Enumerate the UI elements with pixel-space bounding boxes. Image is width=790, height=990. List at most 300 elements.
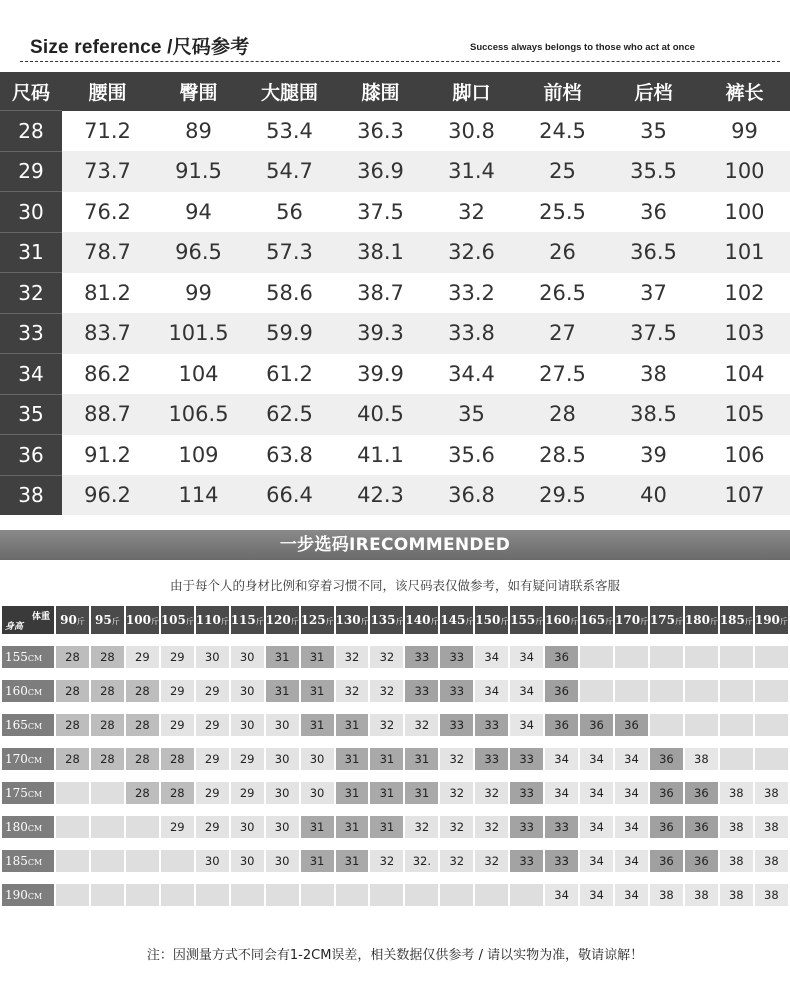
recommended-size-cell: 33 (475, 714, 508, 736)
height-label-cell (2, 816, 54, 838)
empty-cell (755, 714, 788, 736)
size-value-cell: 100 (699, 151, 790, 192)
size-value-cell: 76.2 (62, 192, 153, 233)
weight-unit: 斤 (500, 617, 509, 626)
recommended-size-cell: 30 (196, 850, 229, 872)
recommended-size-cell: 33 (545, 816, 578, 838)
size-value-cell: 99 (699, 111, 790, 152)
recommended-size-cell: 33 (475, 748, 508, 770)
size-value-cell: 99 (153, 273, 244, 314)
column-header-waist: 腰围 (62, 72, 153, 111)
size-label-cell: 36 (0, 435, 62, 476)
weight-header-cell (440, 606, 473, 634)
size-value-cell: 36.5 (608, 232, 699, 273)
recommended-size-cell: 38 (755, 884, 788, 906)
recommended-size-cell: 28 (56, 680, 89, 702)
size-value-cell: 73.7 (62, 151, 153, 192)
recommended-size-cell: 34 (615, 816, 648, 838)
empty-cell (650, 646, 683, 668)
size-value-cell: 24.5 (517, 111, 608, 152)
recommend-grid (0, 606, 790, 906)
empty-cell (440, 884, 473, 906)
empty-cell (56, 850, 89, 872)
empty-cell (126, 816, 159, 838)
recommended-size-cell: 36 (545, 714, 578, 736)
empty-cell (231, 884, 264, 906)
weight-header-cell (266, 606, 299, 634)
empty-cell (91, 816, 124, 838)
size-value-cell: 39.9 (335, 354, 426, 395)
size-value-cell: 109 (153, 435, 244, 476)
recommended-size-cell: 31 (336, 850, 369, 872)
size-chart-header-row (0, 72, 790, 111)
size-label-cell: 29 (0, 151, 62, 192)
size-label-cell: 31 (0, 232, 62, 273)
recommended-size-cell: 31 (301, 850, 334, 872)
row-spacer-cell (2, 736, 788, 748)
recommended-size-cell: 34 (580, 884, 613, 906)
recommended-size-cell: 28 (56, 714, 89, 736)
height-label-cell (2, 646, 54, 668)
size-value-cell: 34.4 (426, 354, 517, 395)
recommended-size-cell: 32 (336, 646, 369, 668)
recommended-size-cell: 31 (370, 816, 403, 838)
weight-header-cell (405, 606, 438, 634)
weight-value: 145 (440, 613, 466, 627)
size-chart-row (0, 313, 790, 354)
size-value-cell: 40 (608, 475, 699, 515)
recommended-size-cell: 36 (685, 816, 718, 838)
recommended-size-cell: 29 (161, 714, 194, 736)
recommended-size-cell: 28 (126, 748, 159, 770)
weight-unit: 斤 (325, 617, 334, 626)
row-spacer (2, 804, 788, 816)
weight-unit: 斤 (290, 617, 299, 626)
weight-unit: 斤 (675, 617, 683, 626)
row-spacer-cell (2, 634, 788, 646)
recommended-size-cell: 32 (475, 850, 508, 872)
recommended-size-cell: 30 (196, 646, 229, 668)
weight-header-cell (196, 606, 229, 634)
recommended-size-cell: 30 (231, 714, 264, 736)
weight-value: 135 (370, 613, 396, 627)
recommended-size-cell: 34 (545, 884, 578, 906)
recommended-size-cell: 29 (161, 646, 194, 668)
header-slogan: Success always belongs to those who act at once (470, 42, 695, 53)
size-value-cell: 96.2 (62, 475, 153, 515)
weight-value: 160 (545, 613, 571, 627)
recommended-size-cell: 34 (475, 646, 508, 668)
recommended-size-cell: 28 (56, 646, 89, 668)
recommended-size-cell: 34 (475, 680, 508, 702)
recommended-size-cell: 32. (405, 850, 438, 872)
empty-cell (580, 680, 613, 702)
empty-cell (755, 680, 788, 702)
empty-cell (56, 884, 89, 906)
column-header-hip: 臀围 (153, 72, 244, 111)
height-row (2, 850, 788, 872)
recommended-size-cell: 30 (231, 816, 264, 838)
weight-header-cell (56, 606, 89, 634)
recommended-size-cell: 32 (405, 714, 438, 736)
size-value-cell: 88.7 (62, 394, 153, 435)
size-value-cell: 83.7 (62, 313, 153, 354)
recommended-size-cell: 28 (91, 646, 124, 668)
recommended-size-cell: 32 (370, 646, 403, 668)
recommended-size-cell: 32 (440, 850, 473, 872)
recommended-size-cell: 36 (580, 714, 613, 736)
size-value-cell: 38.5 (608, 394, 699, 435)
recommended-size-cell: 28 (161, 748, 194, 770)
size-value-cell: 38 (608, 354, 699, 395)
empty-cell (510, 884, 543, 906)
recommended-size-cell: 31 (370, 748, 403, 770)
size-value-cell: 66.4 (244, 475, 335, 515)
weight-unit: 斤 (76, 617, 85, 626)
recommended-size-cell: 36 (545, 646, 578, 668)
recommended-size-cell: 36 (545, 680, 578, 702)
height-value: 180 (5, 820, 28, 834)
height-unit: CM (27, 756, 43, 765)
size-value-cell: 26 (517, 232, 608, 273)
recommended-size-cell: 29 (196, 714, 229, 736)
height-row (2, 816, 788, 838)
recommended-size-cell: 33 (405, 646, 438, 668)
recommended-size-cell: 34 (615, 884, 648, 906)
recommended-size-cell: 32 (370, 850, 403, 872)
size-value-cell: 101.5 (153, 313, 244, 354)
weight-value: 185 (719, 613, 745, 627)
weight-value: 120 (265, 613, 291, 627)
size-value-cell: 36.3 (335, 111, 426, 152)
weight-header-cell (336, 606, 369, 634)
weight-unit: 斤 (430, 617, 439, 626)
row-spacer-cell (2, 668, 788, 680)
recommended-size-cell: 32 (405, 816, 438, 838)
weight-header-cell (685, 606, 718, 634)
size-label-cell: 30 (0, 192, 62, 233)
weight-value: 105 (160, 613, 186, 627)
size-value-cell: 57.3 (244, 232, 335, 273)
size-value-cell: 35 (426, 394, 517, 435)
size-value-cell: 29.5 (517, 475, 608, 515)
weight-unit: 斤 (570, 617, 579, 626)
size-value-cell: 56 (244, 192, 335, 233)
height-row (2, 646, 788, 668)
weight-value: 100 (125, 613, 151, 627)
recommended-size-cell: 31 (301, 714, 334, 736)
recommended-size-cell: 28 (91, 748, 124, 770)
recommended-size-cell: 34 (510, 680, 543, 702)
recommended-size-cell: 34 (580, 850, 613, 872)
recommended-size-cell: 31 (336, 782, 369, 804)
height-unit: CM (27, 688, 43, 697)
size-value-cell: 105 (699, 394, 790, 435)
recommended-size-cell: 36 (650, 816, 683, 838)
weight-unit: 斤 (395, 617, 404, 626)
size-value-cell: 38.1 (335, 232, 426, 273)
empty-cell (580, 646, 613, 668)
weight-header-cell (91, 606, 124, 634)
recommended-size-cell: 30 (266, 748, 299, 770)
weight-value: 115 (230, 613, 256, 627)
empty-cell (161, 850, 194, 872)
empty-cell (405, 884, 438, 906)
recommended-size-cell: 29 (196, 816, 229, 838)
empty-cell (56, 782, 89, 804)
height-label-cell (2, 748, 54, 770)
height-value: 160 (5, 684, 28, 698)
weight-header-cell (755, 606, 788, 634)
recommended-size-cell: 32 (440, 816, 473, 838)
weight-unit: 斤 (150, 617, 159, 626)
size-value-cell: 33.8 (426, 313, 517, 354)
size-value-cell: 78.7 (62, 232, 153, 273)
recommended-size-cell: 36 (650, 850, 683, 872)
size-value-cell: 106 (699, 435, 790, 476)
row-spacer-cell (2, 770, 788, 782)
column-header-length: 裤长 (699, 72, 790, 111)
weight-value: 150 (475, 613, 501, 627)
recommended-size-cell: 33 (510, 782, 543, 804)
recommended-size-cell: 33 (510, 816, 543, 838)
size-value-cell: 37 (608, 273, 699, 314)
height-value: 175 (5, 786, 28, 800)
recommended-size-cell: 36 (615, 714, 648, 736)
corner-height-label: 身高 (5, 622, 24, 632)
recommended-size-cell: 33 (510, 748, 543, 770)
height-unit: CM (27, 892, 43, 901)
recommended-size-cell: 29 (161, 680, 194, 702)
size-value-cell: 25.5 (517, 192, 608, 233)
weight-value: 190 (754, 613, 780, 627)
weight-unit: 斤 (255, 617, 264, 626)
empty-cell (650, 714, 683, 736)
size-value-cell: 39 (608, 435, 699, 476)
recommended-size-cell: 32 (370, 680, 403, 702)
recommended-size-cell: 34 (615, 850, 648, 872)
height-label-cell (2, 714, 54, 736)
recommended-size-cell: 33 (440, 646, 473, 668)
size-chart-row (0, 394, 790, 435)
weight-header-cell (475, 606, 508, 634)
column-header-knee: 膝围 (335, 72, 426, 111)
size-chart-row (0, 273, 790, 314)
size-chart-row (0, 475, 790, 515)
recommended-size-cell: 33 (440, 680, 473, 702)
weight-unit: 斤 (779, 617, 788, 626)
size-label-cell: 38 (0, 475, 62, 515)
size-value-cell: 37.5 (335, 192, 426, 233)
weight-unit: 斤 (185, 617, 194, 626)
size-label-cell: 32 (0, 273, 62, 314)
recommended-size-cell: 36 (685, 782, 718, 804)
recommended-size-cell: 28 (91, 680, 124, 702)
footnote: 注：因测量方式不同会有1-2CM误差，相关数据仅供参考 / 请以实物为准，敬请谅解！ (146, 948, 644, 963)
recommended-size-cell: 38 (685, 884, 718, 906)
recommended-size-cell: 38 (755, 850, 788, 872)
recommended-size-cell: 36 (650, 782, 683, 804)
weight-header-cell (650, 606, 683, 634)
recommended-size-cell: 31 (405, 748, 438, 770)
empty-cell (685, 646, 718, 668)
row-spacer (2, 702, 788, 714)
size-value-cell: 35.6 (426, 435, 517, 476)
size-value-cell: 102 (699, 273, 790, 314)
recommended-size-cell: 30 (231, 680, 264, 702)
size-value-cell: 39.3 (335, 313, 426, 354)
weight-header-cell (231, 606, 264, 634)
recommended-size-cell: 34 (580, 748, 613, 770)
height-label-cell (2, 680, 54, 702)
weight-value: 170 (615, 613, 641, 627)
recommended-size-cell: 31 (336, 816, 369, 838)
weight-header-cell (510, 606, 543, 634)
size-value-cell: 38.7 (335, 273, 426, 314)
weight-unit: 斤 (744, 617, 753, 626)
recommended-size-cell: 30 (266, 816, 299, 838)
recommended-size-cell: 29 (126, 646, 159, 668)
recommended-size-cell: 28 (91, 714, 124, 736)
height-value: 155 (5, 650, 28, 664)
size-value-cell: 61.2 (244, 354, 335, 395)
size-value-cell: 35 (608, 111, 699, 152)
size-value-cell: 28 (517, 394, 608, 435)
recommended-size-cell: 29 (231, 748, 264, 770)
height-unit: CM (27, 858, 43, 867)
recommended-size-cell: 32 (370, 714, 403, 736)
empty-cell (126, 884, 159, 906)
recommended-size-cell: 38 (720, 884, 753, 906)
height-unit: CM (27, 824, 43, 833)
recommended-size-cell: 31 (370, 782, 403, 804)
size-value-cell: 63.8 (244, 435, 335, 476)
size-value-cell: 101 (699, 232, 790, 273)
empty-cell (720, 646, 753, 668)
size-value-cell: 96.5 (153, 232, 244, 273)
height-value: 185 (5, 854, 28, 868)
row-spacer-cell (2, 838, 788, 850)
size-value-cell: 36.9 (335, 151, 426, 192)
weight-header-cell (545, 606, 578, 634)
size-value-cell: 71.2 (62, 111, 153, 152)
page-title: Size reference /尺码参考 (30, 37, 250, 58)
recommend-corner-cell (2, 606, 54, 634)
size-value-cell: 94 (153, 192, 244, 233)
height-label-cell (2, 850, 54, 872)
empty-cell (196, 884, 229, 906)
size-chart-row (0, 354, 790, 395)
empty-cell (336, 884, 369, 906)
recommended-size-cell: 29 (161, 816, 194, 838)
recommended-size-cell: 33 (405, 680, 438, 702)
column-header-thigh: 大腿围 (244, 72, 335, 111)
empty-cell (720, 714, 753, 736)
size-chart-row (0, 435, 790, 476)
size-value-cell: 40.5 (335, 394, 426, 435)
size-chart-row (0, 232, 790, 273)
empty-cell (91, 884, 124, 906)
recommended-size-cell: 31 (301, 646, 334, 668)
recommended-size-cell: 34 (615, 748, 648, 770)
row-spacer (2, 872, 788, 884)
row-spacer-cell (2, 702, 788, 714)
size-value-cell: 59.9 (244, 313, 335, 354)
weight-value: 140 (405, 613, 431, 627)
size-value-cell: 104 (699, 354, 790, 395)
row-spacer-cell (2, 804, 788, 816)
height-label-cell (2, 782, 54, 804)
weight-header-cell (126, 606, 159, 634)
weight-header-cell (301, 606, 334, 634)
recommended-size-cell: 30 (301, 748, 334, 770)
size-value-cell: 27 (517, 313, 608, 354)
empty-cell (301, 884, 334, 906)
weight-unit: 斤 (111, 617, 120, 626)
recommended-size-cell: 31 (266, 680, 299, 702)
weight-value: 90 (60, 613, 77, 627)
weight-unit: 斤 (535, 617, 544, 626)
empty-cell (370, 884, 403, 906)
recommended-size-cell: 30 (266, 850, 299, 872)
recommended-size-cell: 31 (405, 782, 438, 804)
recommended-size-cell: 31 (266, 646, 299, 668)
size-value-cell: 28.5 (517, 435, 608, 476)
recommended-size-cell: 34 (615, 782, 648, 804)
size-value-cell: 31.4 (426, 151, 517, 192)
height-unit: CM (27, 790, 43, 799)
size-value-cell: 106.5 (153, 394, 244, 435)
column-header-front-rise: 前档 (517, 72, 608, 111)
recommended-size-cell: 36 (685, 850, 718, 872)
size-value-cell: 32 (426, 192, 517, 233)
size-value-cell: 103 (699, 313, 790, 354)
recommended-size-cell: 36 (650, 748, 683, 770)
height-unit: CM (27, 722, 43, 731)
recommended-size-cell: 34 (510, 646, 543, 668)
weight-value: 165 (580, 613, 606, 627)
size-value-cell: 91.2 (62, 435, 153, 476)
corner-weight-label: 体重 (31, 612, 50, 622)
recommended-size-cell: 30 (231, 646, 264, 668)
row-spacer-cell (2, 872, 788, 884)
column-header-back-rise: 后档 (608, 72, 699, 111)
recommended-size-cell: 29 (231, 782, 264, 804)
recommended-size-cell: 31 (336, 748, 369, 770)
empty-cell (91, 850, 124, 872)
recommended-size-cell: 29 (196, 782, 229, 804)
recommended-size-cell: 38 (650, 884, 683, 906)
size-value-cell: 25 (517, 151, 608, 192)
size-chart-row (0, 111, 790, 152)
size-chart-row (0, 192, 790, 233)
size-value-cell: 114 (153, 475, 244, 515)
recommend-banner: 一步选码IRECOMMENDED (0, 530, 790, 560)
size-value-cell: 42.3 (335, 475, 426, 515)
height-row (2, 680, 788, 702)
size-label-cell: 34 (0, 354, 62, 395)
height-row (2, 714, 788, 736)
recommended-size-cell: 30 (266, 714, 299, 736)
row-spacer (2, 838, 788, 850)
recommended-size-cell: 29 (196, 748, 229, 770)
recommended-size-cell: 30 (266, 782, 299, 804)
row-spacer (2, 770, 788, 782)
column-header-leg-opening: 脚口 (426, 72, 517, 111)
recommended-size-cell: 28 (126, 782, 159, 804)
recommended-size-cell: 38 (755, 816, 788, 838)
weight-unit: 斤 (605, 617, 614, 626)
